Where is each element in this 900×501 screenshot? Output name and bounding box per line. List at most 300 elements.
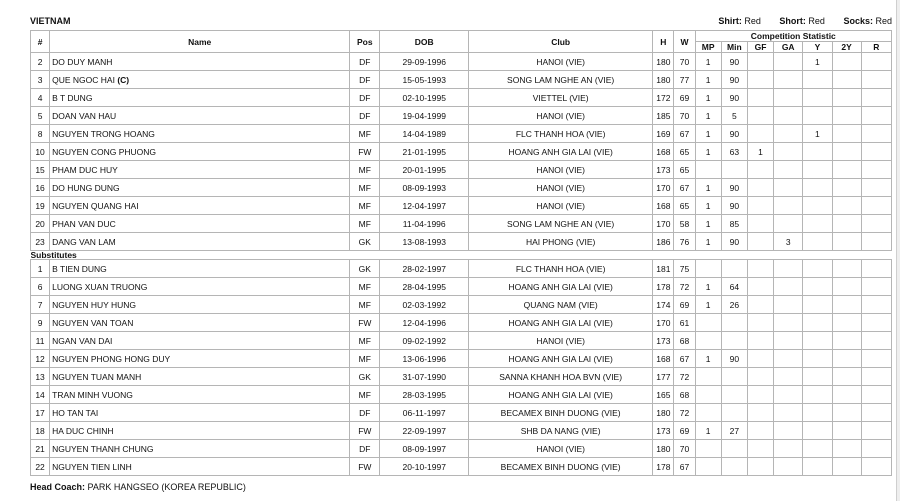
stat-r bbox=[861, 215, 891, 233]
stat-mp bbox=[695, 440, 721, 458]
stat-2y bbox=[832, 458, 861, 476]
player-dob: 31-07-1990 bbox=[380, 368, 469, 386]
player-name bbox=[50, 215, 350, 233]
player-height: 180 bbox=[653, 440, 674, 458]
stat-gf bbox=[747, 215, 773, 233]
player-height: 168 bbox=[653, 350, 674, 368]
stat-mp: 1 bbox=[695, 71, 721, 89]
table-row bbox=[31, 179, 892, 197]
stat-ga bbox=[774, 368, 803, 386]
player-club: HOANG ANH GIA LAI (VIE) bbox=[469, 350, 653, 368]
team-header bbox=[30, 14, 892, 30]
stat-y bbox=[803, 161, 832, 179]
stat-r bbox=[861, 161, 891, 179]
stat-gf bbox=[747, 404, 773, 422]
stat-min: 90 bbox=[721, 179, 747, 197]
player-dob: 21-01-1995 bbox=[380, 143, 469, 161]
player-weight: 67 bbox=[674, 458, 695, 476]
substitutes-section bbox=[31, 260, 892, 476]
stat-min: 90 bbox=[721, 89, 747, 107]
col-header-mp: MP bbox=[695, 42, 721, 53]
stat-min: 90 bbox=[721, 125, 747, 143]
player-position: MF bbox=[350, 332, 380, 350]
player-number: 5 bbox=[31, 107, 50, 125]
table-row bbox=[31, 314, 892, 332]
player-height: 181 bbox=[653, 260, 674, 278]
stat-r bbox=[861, 197, 891, 215]
stat-r bbox=[861, 53, 891, 71]
table-row bbox=[31, 71, 892, 89]
player-club: SONG LAM NGHE AN (VIE) bbox=[469, 71, 653, 89]
stat-y bbox=[803, 278, 832, 296]
player-dob: 20-01-1995 bbox=[380, 161, 469, 179]
head-coach-label: Head Coach: bbox=[30, 482, 86, 492]
stat-min: 64 bbox=[721, 278, 747, 296]
stat-2y bbox=[832, 233, 861, 251]
player-position: FW bbox=[350, 143, 380, 161]
col-header-competition: Competition Statistic bbox=[695, 31, 891, 42]
stat-2y bbox=[832, 404, 861, 422]
player-name-text: NGAN VAN DAI bbox=[52, 335, 113, 346]
stat-ga bbox=[774, 386, 803, 404]
stat-mp: 1 bbox=[695, 350, 721, 368]
player-weight: 75 bbox=[674, 260, 695, 278]
player-weight: 65 bbox=[674, 197, 695, 215]
stat-y bbox=[803, 143, 832, 161]
player-weight: 58 bbox=[674, 215, 695, 233]
col-header-2y: 2Y bbox=[832, 42, 861, 53]
player-name bbox=[50, 53, 350, 71]
table-row bbox=[31, 215, 892, 233]
player-club: HANOI (VIE) bbox=[469, 440, 653, 458]
stat-ga bbox=[774, 440, 803, 458]
stat-y bbox=[803, 260, 832, 278]
stat-2y bbox=[832, 260, 861, 278]
player-name-text: NGUYEN TRONG HOANG bbox=[52, 128, 155, 139]
player-club: HANOI (VIE) bbox=[469, 179, 653, 197]
player-name-text: TRAN MINH VUONG bbox=[52, 389, 133, 400]
stat-y bbox=[803, 296, 832, 314]
player-position: MF bbox=[350, 197, 380, 215]
player-number: 20 bbox=[31, 215, 50, 233]
stat-2y bbox=[832, 53, 861, 71]
stat-r bbox=[861, 143, 891, 161]
col-header-gf: GF bbox=[747, 42, 773, 53]
player-name-text: QUE NGOC HAI bbox=[52, 74, 115, 85]
player-weight: 69 bbox=[674, 89, 695, 107]
short-value: Red bbox=[808, 16, 825, 26]
stat-gf bbox=[747, 197, 773, 215]
player-weight: 77 bbox=[674, 71, 695, 89]
player-height: 185 bbox=[653, 107, 674, 125]
stat-gf bbox=[747, 89, 773, 107]
player-name bbox=[50, 296, 350, 314]
player-number: 13 bbox=[31, 368, 50, 386]
stat-gf bbox=[747, 278, 773, 296]
stat-2y bbox=[832, 107, 861, 125]
stat-2y bbox=[832, 161, 861, 179]
player-height: 173 bbox=[653, 332, 674, 350]
stat-y bbox=[803, 71, 832, 89]
player-number: 1 bbox=[31, 260, 50, 278]
col-header-h: H bbox=[653, 31, 674, 53]
player-name bbox=[50, 107, 350, 125]
player-number: 11 bbox=[31, 332, 50, 350]
player-position: DF bbox=[350, 71, 380, 89]
player-weight: 72 bbox=[674, 278, 695, 296]
player-name-text: LUONG XUAN TRUONG bbox=[52, 281, 148, 292]
stat-y bbox=[803, 440, 832, 458]
stat-2y bbox=[832, 143, 861, 161]
player-number: 3 bbox=[31, 71, 50, 89]
player-name-text: NGUYEN THANH CHUNG bbox=[52, 443, 154, 454]
stat-gf bbox=[747, 125, 773, 143]
stat-gf bbox=[747, 458, 773, 476]
table-row bbox=[31, 260, 892, 278]
player-name-text: NGUYEN TIEN LINH bbox=[52, 461, 132, 472]
player-weight: 72 bbox=[674, 404, 695, 422]
player-name bbox=[50, 422, 350, 440]
player-height: 173 bbox=[653, 161, 674, 179]
stat-min bbox=[721, 404, 747, 422]
stat-min: 26 bbox=[721, 296, 747, 314]
player-name-text: HA DUC CHINH bbox=[52, 425, 114, 436]
stat-mp: 1 bbox=[695, 107, 721, 125]
stat-gf bbox=[747, 71, 773, 89]
stat-ga bbox=[774, 89, 803, 107]
starters-section bbox=[31, 53, 892, 251]
stat-mp bbox=[695, 404, 721, 422]
player-position: DF bbox=[350, 404, 380, 422]
col-header-ga: GA bbox=[774, 42, 803, 53]
player-name bbox=[50, 386, 350, 404]
player-position: MF bbox=[350, 125, 380, 143]
substitutes-divider bbox=[31, 251, 892, 260]
stat-r bbox=[861, 332, 891, 350]
stat-min bbox=[721, 314, 747, 332]
stat-y bbox=[803, 404, 832, 422]
player-club: SANNA KHANH HOA BVN (VIE) bbox=[469, 368, 653, 386]
stat-2y bbox=[832, 332, 861, 350]
col-header-y: Y bbox=[803, 42, 832, 53]
player-name bbox=[50, 440, 350, 458]
stat-mp: 1 bbox=[695, 215, 721, 233]
player-dob: 02-10-1995 bbox=[380, 89, 469, 107]
player-dob: 02-03-1992 bbox=[380, 296, 469, 314]
player-club: HANOI (VIE) bbox=[469, 161, 653, 179]
player-name-text: DANG VAN LAM bbox=[52, 236, 116, 247]
player-number: 4 bbox=[31, 89, 50, 107]
socks-value: Red bbox=[875, 16, 892, 26]
player-weight: 65 bbox=[674, 143, 695, 161]
player-name bbox=[50, 89, 350, 107]
captain-badge: (C) bbox=[117, 74, 130, 85]
player-number: 7 bbox=[31, 296, 50, 314]
stat-min: 90 bbox=[721, 71, 747, 89]
stat-gf bbox=[747, 314, 773, 332]
player-number: 10 bbox=[31, 143, 50, 161]
col-header-r: R bbox=[861, 42, 891, 53]
stat-2y bbox=[832, 422, 861, 440]
player-club: VIETTEL (VIE) bbox=[469, 89, 653, 107]
stat-r bbox=[861, 260, 891, 278]
player-dob: 28-03-1995 bbox=[380, 386, 469, 404]
stat-ga bbox=[774, 260, 803, 278]
table-row bbox=[31, 386, 892, 404]
player-club: HOANG ANH GIA LAI (VIE) bbox=[469, 386, 653, 404]
player-number: 19 bbox=[31, 197, 50, 215]
stat-2y bbox=[832, 197, 861, 215]
player-name-text: NGUYEN VAN TOAN bbox=[52, 317, 134, 328]
stat-y: 1 bbox=[803, 125, 832, 143]
player-height: 174 bbox=[653, 296, 674, 314]
stat-r bbox=[861, 107, 891, 125]
player-number: 14 bbox=[31, 386, 50, 404]
socks-label: Socks: bbox=[843, 16, 873, 26]
player-dob: 28-02-1997 bbox=[380, 260, 469, 278]
shirt-value: Red bbox=[744, 16, 761, 26]
team-name: VIETNAM bbox=[30, 16, 71, 26]
player-name-text: DO HUNG DUNG bbox=[52, 182, 120, 193]
head-coach-name: PARK HANGSEO (KOREA REPUBLIC) bbox=[87, 482, 246, 492]
stat-ga bbox=[774, 53, 803, 71]
stat-mp: 1 bbox=[695, 125, 721, 143]
table-row bbox=[31, 161, 892, 179]
player-club: HANOI (VIE) bbox=[469, 332, 653, 350]
player-position: DF bbox=[350, 53, 380, 71]
stat-r bbox=[861, 422, 891, 440]
stat-r bbox=[861, 386, 891, 404]
player-name bbox=[50, 350, 350, 368]
stat-r bbox=[861, 179, 891, 197]
player-weight: 67 bbox=[674, 179, 695, 197]
player-name bbox=[50, 143, 350, 161]
player-number: 23 bbox=[31, 233, 50, 251]
table-row bbox=[31, 332, 892, 350]
stat-gf bbox=[747, 350, 773, 368]
player-dob: 29-09-1996 bbox=[380, 53, 469, 71]
player-weight: 67 bbox=[674, 125, 695, 143]
player-height: 168 bbox=[653, 143, 674, 161]
player-name bbox=[50, 161, 350, 179]
stat-gf bbox=[747, 53, 773, 71]
player-dob: 12-04-1996 bbox=[380, 314, 469, 332]
player-position: DF bbox=[350, 89, 380, 107]
table-row bbox=[31, 125, 892, 143]
shirt-label: Shirt: bbox=[718, 16, 742, 26]
player-name-text: B T DUNG bbox=[52, 92, 93, 103]
stat-gf bbox=[747, 260, 773, 278]
stat-2y bbox=[832, 278, 861, 296]
stat-gf bbox=[747, 440, 773, 458]
stat-y bbox=[803, 314, 832, 332]
stat-ga bbox=[774, 71, 803, 89]
stat-min bbox=[721, 458, 747, 476]
stat-2y bbox=[832, 350, 861, 368]
player-number: 8 bbox=[31, 125, 50, 143]
stat-ga bbox=[774, 350, 803, 368]
player-height: 168 bbox=[653, 197, 674, 215]
table-row bbox=[31, 143, 892, 161]
substitutes-heading: Substitutes bbox=[31, 251, 892, 260]
player-name bbox=[50, 404, 350, 422]
table-row bbox=[31, 107, 892, 125]
stat-mp: 1 bbox=[695, 233, 721, 251]
stat-min bbox=[721, 440, 747, 458]
stat-ga bbox=[774, 278, 803, 296]
stat-2y bbox=[832, 368, 861, 386]
stat-2y bbox=[832, 296, 861, 314]
player-dob: 28-04-1995 bbox=[380, 278, 469, 296]
stat-ga bbox=[774, 215, 803, 233]
player-height: 170 bbox=[653, 215, 674, 233]
player-weight: 70 bbox=[674, 53, 695, 71]
stat-ga bbox=[774, 143, 803, 161]
header-row bbox=[31, 31, 892, 42]
player-club: FLC THANH HOA (VIE) bbox=[469, 260, 653, 278]
player-club: HOANG ANH GIA LAI (VIE) bbox=[469, 278, 653, 296]
stat-ga bbox=[774, 161, 803, 179]
player-position: FW bbox=[350, 458, 380, 476]
col-header-dob: DOB bbox=[380, 31, 469, 53]
stat-y bbox=[803, 458, 832, 476]
player-height: 186 bbox=[653, 233, 674, 251]
stat-y bbox=[803, 422, 832, 440]
player-name bbox=[50, 332, 350, 350]
player-weight: 70 bbox=[674, 440, 695, 458]
stat-mp: 1 bbox=[695, 179, 721, 197]
col-header-pos: Pos bbox=[350, 31, 380, 53]
player-number: 12 bbox=[31, 350, 50, 368]
player-weight: 76 bbox=[674, 233, 695, 251]
player-height: 165 bbox=[653, 386, 674, 404]
stat-2y bbox=[832, 215, 861, 233]
player-height: 180 bbox=[653, 53, 674, 71]
stat-mp bbox=[695, 314, 721, 332]
player-number: 9 bbox=[31, 314, 50, 332]
player-height: 170 bbox=[653, 179, 674, 197]
table-row bbox=[31, 350, 892, 368]
player-name bbox=[50, 179, 350, 197]
player-height: 172 bbox=[653, 89, 674, 107]
stat-mp bbox=[695, 386, 721, 404]
stat-2y bbox=[832, 179, 861, 197]
player-number: 17 bbox=[31, 404, 50, 422]
player-height: 170 bbox=[653, 314, 674, 332]
player-weight: 69 bbox=[674, 296, 695, 314]
stat-r bbox=[861, 278, 891, 296]
stat-2y bbox=[832, 440, 861, 458]
stat-2y bbox=[832, 386, 861, 404]
stat-ga bbox=[774, 296, 803, 314]
player-height: 173 bbox=[653, 422, 674, 440]
table-row bbox=[31, 422, 892, 440]
stat-2y bbox=[832, 89, 861, 107]
stat-min: 63 bbox=[721, 143, 747, 161]
roster-table bbox=[30, 30, 892, 476]
player-position: MF bbox=[350, 350, 380, 368]
player-name-text: PHAM DUC HUY bbox=[52, 164, 118, 175]
player-position: MF bbox=[350, 161, 380, 179]
player-dob: 20-10-1997 bbox=[380, 458, 469, 476]
stat-y bbox=[803, 386, 832, 404]
player-weight: 69 bbox=[674, 422, 695, 440]
table-row bbox=[31, 278, 892, 296]
stat-min bbox=[721, 386, 747, 404]
player-dob: 12-04-1997 bbox=[380, 197, 469, 215]
stat-2y bbox=[832, 125, 861, 143]
stat-r bbox=[861, 233, 891, 251]
stat-ga bbox=[774, 314, 803, 332]
stat-mp bbox=[695, 161, 721, 179]
stat-y bbox=[803, 197, 832, 215]
short-label: Short: bbox=[779, 16, 806, 26]
stat-ga bbox=[774, 404, 803, 422]
player-dob: 22-09-1997 bbox=[380, 422, 469, 440]
table-row bbox=[31, 233, 892, 251]
player-name-text: PHAN VAN DUC bbox=[52, 218, 116, 229]
player-position: GK bbox=[350, 368, 380, 386]
player-dob: 14-04-1989 bbox=[380, 125, 469, 143]
player-height: 169 bbox=[653, 125, 674, 143]
player-name bbox=[50, 314, 350, 332]
player-position: FW bbox=[350, 314, 380, 332]
stat-y: 1 bbox=[803, 53, 832, 71]
player-weight: 65 bbox=[674, 161, 695, 179]
stat-gf bbox=[747, 161, 773, 179]
stat-mp bbox=[695, 260, 721, 278]
player-name-text: NGUYEN QUANG HAI bbox=[52, 200, 139, 211]
player-club: HAI PHONG (VIE) bbox=[469, 233, 653, 251]
stat-min bbox=[721, 260, 747, 278]
stat-y bbox=[803, 350, 832, 368]
player-weight: 68 bbox=[674, 386, 695, 404]
player-name bbox=[50, 260, 350, 278]
stat-mp: 1 bbox=[695, 296, 721, 314]
stat-gf bbox=[747, 179, 773, 197]
stat-r bbox=[861, 89, 891, 107]
stat-min bbox=[721, 368, 747, 386]
player-name-text: NGUYEN HUY HUNG bbox=[52, 299, 137, 310]
stat-r bbox=[861, 404, 891, 422]
stat-gf bbox=[747, 368, 773, 386]
stat-gf bbox=[747, 332, 773, 350]
stat-r bbox=[861, 350, 891, 368]
player-height: 180 bbox=[653, 71, 674, 89]
player-position: MF bbox=[350, 215, 380, 233]
player-weight: 70 bbox=[674, 107, 695, 125]
table-row bbox=[31, 53, 892, 71]
table-row bbox=[31, 89, 892, 107]
stat-gf bbox=[747, 107, 773, 125]
player-number: 16 bbox=[31, 179, 50, 197]
stat-gf bbox=[747, 422, 773, 440]
player-height: 178 bbox=[653, 458, 674, 476]
player-club: HANOI (VIE) bbox=[469, 53, 653, 71]
stat-mp: 1 bbox=[695, 197, 721, 215]
player-name-text: DO DUY MANH bbox=[52, 56, 113, 67]
stat-min: 5 bbox=[721, 107, 747, 125]
col-header-num: # bbox=[31, 31, 50, 53]
player-dob: 15-05-1993 bbox=[380, 71, 469, 89]
stat-mp: 1 bbox=[695, 53, 721, 71]
player-dob: 13-08-1993 bbox=[380, 233, 469, 251]
player-club: QUANG NAM (VIE) bbox=[469, 296, 653, 314]
player-club: SONG LAM NGHE AN (VIE) bbox=[469, 215, 653, 233]
player-position: MF bbox=[350, 278, 380, 296]
stat-gf bbox=[747, 233, 773, 251]
stat-min bbox=[721, 332, 747, 350]
